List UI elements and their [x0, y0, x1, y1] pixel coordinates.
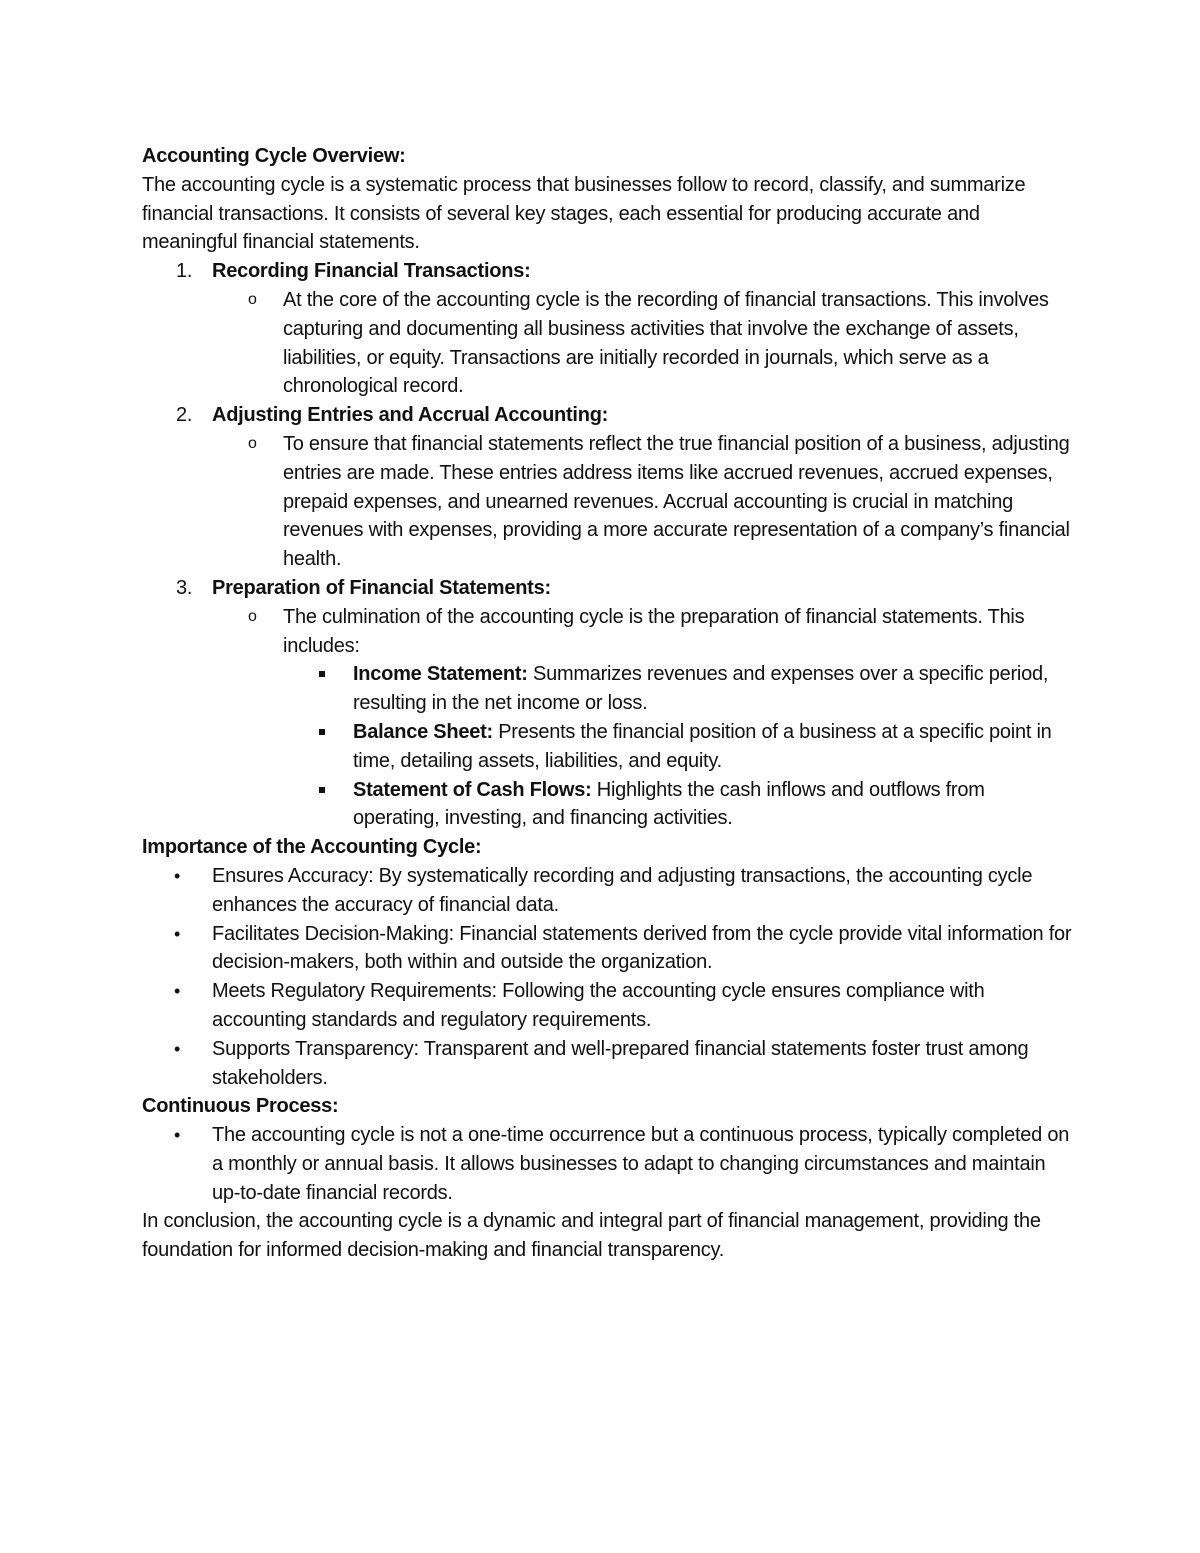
- statement-item: [142, 718, 1072, 776]
- stage-detail: [142, 430, 1072, 574]
- list-item-text: Facilitates Decision-Making: Financial statements derived from the cycle provide vital information for decision-makers, both within and outside the organization.: [212, 922, 1072, 974]
- list-item: [142, 920, 1072, 978]
- list-item-text: Supports Transparency: Transparent and well-prepared financial statements foster trust among stakeholders.: [212, 1037, 1029, 1089]
- list-item-text: Ensures Accuracy: By systematically recording and adjusting transactions, the accounting cycle enhances the accuracy of financial data.: [212, 864, 1033, 916]
- statement-item: [142, 776, 1072, 834]
- stage-title: Adjusting Entries and Accrual Accounting:: [212, 404, 609, 427]
- square-bullet-icon: [319, 729, 325, 735]
- importance-heading: Importance of the Accounting Cycle:: [142, 836, 482, 859]
- list-item: [142, 1035, 1072, 1093]
- stage-text: The culmination of the accounting cycle is the preparation of financial statements. This includes:: [283, 605, 1025, 657]
- continuous-heading: Continuous Process:: [142, 1095, 339, 1118]
- list-item-text: Meets Regulatory Requirements: Following the accounting cycle ensures compliance with accounting standards and regulatory requirements.: [212, 980, 985, 1031]
- list-item-text: The accounting cycle is not a one-time occurrence but a continuous process, typically completed on a monthly or annual basis. It allows businesses to adapt to changing circumstances and maintain up-to-date financial records.: [212, 1124, 1070, 1204]
- stage-number: 1.: [176, 260, 193, 283]
- stage-item: [142, 574, 1072, 603]
- stage-item: [142, 401, 1072, 430]
- circle-bullet-icon: o: [248, 607, 257, 625]
- stage-detail: [142, 286, 1072, 401]
- list-item: [142, 1121, 1072, 1207]
- statement-description: Summarizes revenues and expenses over a specific period, resulting in the net income or loss.: [353, 663, 1049, 715]
- stage-title: Recording Financial Transactions:: [212, 260, 531, 283]
- statement-description: Presents the financial position of a business at a specific point in time, detailing assets, liabilities, and equity.: [353, 720, 1052, 772]
- list-item: [142, 977, 1072, 1035]
- document-body: [142, 142, 1072, 1265]
- statement-description: Highlights the cash inflows and outflows from operating, investing, and financing activities.: [353, 778, 985, 830]
- statement-term: Statement of Cash Flows:: [353, 778, 592, 801]
- square-bullet-icon: [319, 787, 325, 793]
- stage-detail: [142, 603, 1072, 661]
- bullet-icon: •: [174, 1038, 181, 1059]
- circle-bullet-icon: o: [248, 434, 257, 452]
- overview-intro: The accounting cycle is a systematic process that businesses follow to record, classify, and summarize financial transactions. It consists of several key stages, each essential for producing accurate and meaningful financial statements.: [142, 173, 1026, 254]
- stage-text: At the core of the accounting cycle is the recording of financial transactions. This involves capturing and documenting all business activities that involve the exchange of assets, liabilities, or equity. Transactions are initially recorded in journals, which serve as a chronological record.: [283, 288, 1049, 398]
- stage-title: Preparation of Financial Statements:: [212, 576, 551, 599]
- bullet-icon: •: [174, 981, 181, 1002]
- bullet-icon: •: [174, 1125, 181, 1146]
- statement-term: Income Statement:: [353, 663, 528, 686]
- stage-number: 2.: [176, 404, 193, 427]
- conclusion-text: In conclusion, the accounting cycle is a dynamic and integral part of financial management, providing the foundation for informed decision-making and financial transparency.: [142, 1210, 1041, 1262]
- list-item: [142, 862, 1072, 920]
- statement-item: [142, 660, 1072, 718]
- bullet-icon: •: [174, 865, 181, 886]
- stage-text: To ensure that financial statements reflect the true financial position of a business, adjusting entries are made. These entries address items like accrued revenues, accrued expenses, prepaid expenses, and unearned revenues. Accrual accounting is crucial in matching revenues with expenses, providing a more accurate representation of a company’s financial health.: [283, 432, 1070, 571]
- statement-term: Balance Sheet:: [353, 720, 493, 743]
- bullet-icon: •: [174, 923, 181, 944]
- circle-bullet-icon: o: [248, 290, 257, 308]
- overview-heading: Accounting Cycle Overview:: [142, 145, 406, 167]
- stage-number: 3.: [176, 576, 193, 599]
- stage-item: [142, 257, 1072, 286]
- square-bullet-icon: [319, 671, 325, 677]
